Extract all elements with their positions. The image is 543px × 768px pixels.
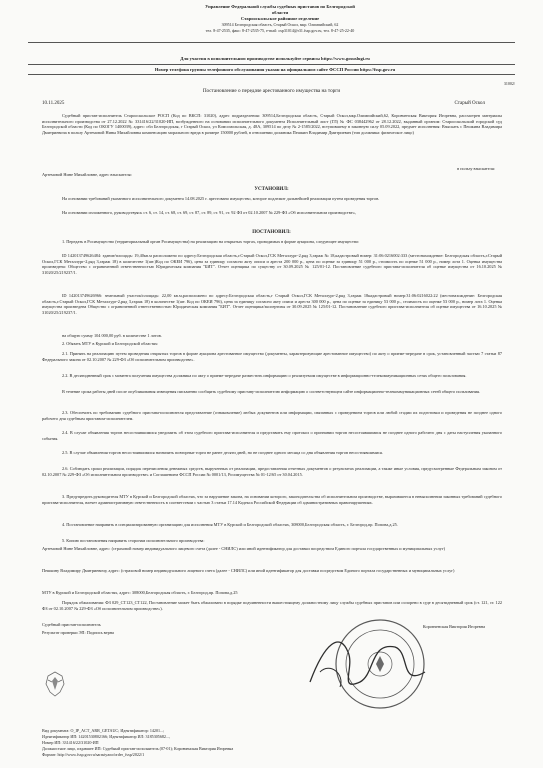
ustanovil-p1: На основании требований указанного исполнительного документа 14.08.2025 г. арестовано имущество, которое подлежит дальнейшей реализации путем проведения торгов. [62, 196, 380, 201]
addressee-name: Артемовой Нине Михайловне, адрес взыскателя: [42, 172, 132, 177]
header-line2: области [271, 10, 289, 16]
postanovil-p5: 2.1. Принять на реализацию путем проведения открытых торгов в форме аукциона арестованное имущество (документы, характеризующие арестованное имущество) по акту о приеме-передаче в срок, установленный частью 7 статьи 87 Федерального закона от 02.10.2007 № 229-ФЗ «Об исполнительном производстве». [42, 351, 502, 362]
postanovil-p1: 1. Передать в Росимущество (территориальный орган Росимущества) на реализацию на открытых торгах, проводимых в форме аукциона, следующее имущество: [62, 239, 360, 244]
notice-rule [28, 64, 515, 65]
header-rule [28, 42, 515, 43]
document-header [100, 4, 460, 34]
postanovil-p2: ID 142013749626484: здание/площадь: 19,40кв.м расположено по адресу:Белгородская область,г.Старый Оскол,ГСК Металлург-2,ряд 3,гараж № 18,кадастровый номер: 31:06:0216002:333 (местонахождение: Белгородская область,г.Старый Оскол,ГСК Металлург-2,ряд 3,гараж 18) в количестве 1(шт.)Код по ОКЕИ 796), цена за единицу согласно акту описи и ареста 200 000 р., цена по оценке за единицу 51 000 р., стоимость по оценке 51 000 р., номер лота 1. Оценка имущества произведена: Общество с ограниченной ответственностью Юридическая компания "БИТ". Отчет оценщика по существу от 30.09.2025 № 125/01-12. Постановление судебного пристава-исполнителя об оценке имущества от 16.10.2025 № 31020/25/219237/1. [42, 253, 502, 276]
ustanovil-heading: УСТАНОВИЛ: [254, 187, 289, 192]
postanovil-p14: 5. Копию постановления направить сторонам исполнительного производства: [62, 538, 205, 543]
header-line4: 309514 Белгородская область, Старый Оскол, мкр. Олимпийский, 62 [221, 22, 339, 28]
document-city: Старый Оскол [454, 101, 485, 106]
reference-number: 31002/ [503, 81, 515, 86]
postanovil-p9: 2.4. В случае объявления торгов несостоявшимися уведомить об этом судебного пристава-исполнителя и представить ему протокол о признании торгов несостоявшимися не позднее одного рабочего дня с даты наступления указанного события. [42, 430, 502, 441]
signature-check: Результат проверки ЭП: Подпись верна [42, 630, 114, 635]
emblem-icon [42, 670, 68, 698]
postanovil-p8: 2.3. Обеспечить по требованию судебного пристава-исполнителя представление (ознакомление) любых документов или информации, связанных с проведением торгов или любой стадии их подготовки и проведения не позднее одного рабочего дня судебным приставом-исполнителем. [42, 410, 502, 421]
footer-doc-type: Вид документа: O_IP_ACT_ARR_GETAUC; Идентификатор: 14201...; [42, 728, 165, 733]
postanovil-heading: ПОСТАНОВИЛ: [252, 230, 291, 235]
postanovil-p16: Пешкину Владимиру Дмитриевичу, адрес: (страховой номер индивидуального лицевого счета (далее - СНИЛС) или иной идентификатор для доставки посредством Единого портала государственных и муниципальных услуг) [42, 568, 455, 573]
footer-ip-id: Идентификатор ИП: 14201530802166; Идентификатор ИЛ: 3185305682..., [42, 734, 171, 739]
footer-official: Должностное лицо, издавшее ИП: Судебный пристав-исполнитель (07-01); Коровченская Виктория Игоревна [42, 746, 234, 751]
header-line5: тел. 8-47-2535, факс: 8-47-2535-75, e-mail: osp31014@r31.fssp.gov.ru, тел. 8-47-25-22-40 [205, 28, 355, 34]
phone-notice: Номер телефона группы телефонного обслуживания указан на официальном сайте ФССП России https://fssp.gov.ru [154, 67, 396, 72]
postanovil-p17: МТУ в Курской и Белгородской областях, адрес: 308000,Белгородская область, г. Белгород,пр. Попова,д.25 [42, 590, 238, 595]
addressee-right: в пользу взыскателя: [457, 166, 495, 171]
postanovil-p3: ID 142013749626966: земельный участок/площадь: 22,00 кв.м,расположено по адресу:Белгородская область,г Старый Оскол,ГСК Металлург-2,ряд 3,гараж 18кадастровый номер:31:06:0216022:22 (местонахождение: Белгородская область,г.Старый Оскол,ГСК Металлург-2,ряд 3,гараж 18) в количестве 1(шт. Код по ОКЕИ 796), цена за единицу согласно акту описи и ареста 300 000 р., цена по оценке за единицу 53 000 р., стоимость по оценке 53 000 р., номер лота 1. Оценка имущества произведена Общество с ограниченной ответственностью Юридическая компания "БИТ". Отчет оценщика/экспертизы от 30.09.2025 № 125/01-12. Постановление судебного пристава-исполнителя об оценке имущества от 16.10.2025 № 31020/25/219237/1. [42, 293, 502, 316]
document-date: 10.11.2025 [42, 101, 65, 106]
gosuslugi-notice: Для участия в исполнительном производстве используйте сервисы https://www.gosuslugi.ru [180, 56, 370, 61]
signature-label: Судебный пристав-исполнитель [42, 622, 101, 627]
official-stamp-icon [300, 612, 430, 722]
postanovil-p4: 2. Обязать МТУ в Курской и Белгородской областях: [62, 341, 159, 346]
phone-rule [28, 74, 515, 75]
postanovil-total: на общую сумму 104 000,00 руб. в количестве 1 лотов. [62, 333, 162, 338]
footer-ip-number: Номер ИП: 331416/22/31020-ИП [42, 740, 99, 745]
postanovil-p18: Порядок обжалования: ФЗ 029_СТ123_СТ122, Постановление может быть обжаловано в порядке подчиненности вышестоящему должностному лицу службы судебных приставов или оспорено в суде в десятидневный срок (ст. 121, ст. 122 ФЗ от 02.10.2007 № 229-ФЗ «Об исполнительном производстве»). [42, 600, 502, 611]
postanovil-p6: 2.2. В десятидневный срок с момента получения имущества должника по акту о приеме-передаче разместить информацию о реализуемом имуществе в информационно-телекоммуникационных сетях общего пользования. [62, 373, 467, 378]
header-line1: Управление Федеральной службы судебных приставов по Белгородской [205, 4, 355, 9]
postanovil-p15: Артемовой Нине Михайловне, адрес: (страховой номер индивидуального лицевого счета (далее - СНИЛС) или иной идентификатор для доставки посредством Единого портала государственных и муниципальных услуг) [42, 546, 446, 551]
postanovil-p10: 2.5. В случае объявления торгов несостоявшимися назначить повторные торги не ранее десяти дней, но не позднее одного месяца со дня объявления торгов несостоявшимися. [62, 450, 383, 455]
ustanovil-p2: На основании изложенного, руководствуясь ст. 6, ст. 14, ст. 68, ст. 69, ст. 87, ст. 89, ст. 91, ст. 92 ФЗ от 02.10.2007 № 229-ФЗ «Об исполнительном производстве», [62, 210, 356, 215]
footer-format: Формат: http://www.fssp.gov.ru/sarastyaoo/order_fssp/2022/1 [42, 752, 145, 757]
document-title: Постановление о передаче арестованного имущества на торги [202, 88, 341, 94]
postanovil-p13: 4. Постановление направить в специализированную организацию для исполнения МТУ в Курской и Белгородской областях, 308000,Белгородская область, г. Белгород,пр. Попова,д.25. [62, 522, 398, 527]
postanovil-p11: 2.6. Соблюдать сроки реализации, порядок перечисления денежных средств, вырученных от реализации, предоставления отчетных документов о результатах реализации, а также иные условия, предусмотренные Федеральным законом от 02.10.2007 № 229-ФЗ «Об исполнительном производстве» и Соглашением ФССП России № 0001/13, Росимущества № 01-12/65 от 30.04.2015. [42, 466, 502, 477]
intro-paragraph: Судебный пристав-исполнитель Старооскольское РОСП (Код по ВКСП: 31020), адрес подразделения: 309514,Белгородская область, Старый Оскол,мкр.Олимпийский,62, Коровченская Виктория Игоревна, рассмотрев материалы исполнительного производства от 27.12.2022 № 331416/22/31020-ИП, возбужденного на основании исполнительного документа Исполнительный лист (ГЛ) № ФС 038442962 от 28.12.2022, выданный органом: Старооскольский городской суд Белгородской области (Код по ОКОГУ 1400039), адрес: обл Белгородская, г Старый Оскол, ул Комсомольская, д. 48А, 309514 по делу № 2-1585/2022, вступившему в законную силу 05.09.2022, предмет исполнения: Взыскать с Пешкина Владимира Дмитриевича в пользу Артемовой Нины Михайловны компенсацию морального вреда в размере 150000 рублей, в отношении должника Пешкин Владимир Дмитриевич (тип должника: физическое лицо) [42, 113, 502, 136]
postanovil-p12: 3. Предупредить руководителя МТУ в Курской и Белгородской областях, что за нарушение закона, на основании которого, законодательства об исполнительном производстве, выразившееся в невыполнении законных требований судебного пристава-исполнителя, влечет административную ответственность в соответствии с частью 3 статьи 17.14 Кодекса Российской Федерации об административных правонарушениях. [42, 494, 502, 505]
header-line3: Старооскольское районное отделение [240, 16, 320, 22]
postanovil-p7: В течение срока работы дней после опубликования извещения письменно сообщить судебному приставу-исполнителю информацию о соответствующем сайте информационно-телекоммуникационных сетей общего пользования. [62, 389, 481, 394]
signer-name: Коровченская Виктория Игоревна [422, 624, 485, 629]
